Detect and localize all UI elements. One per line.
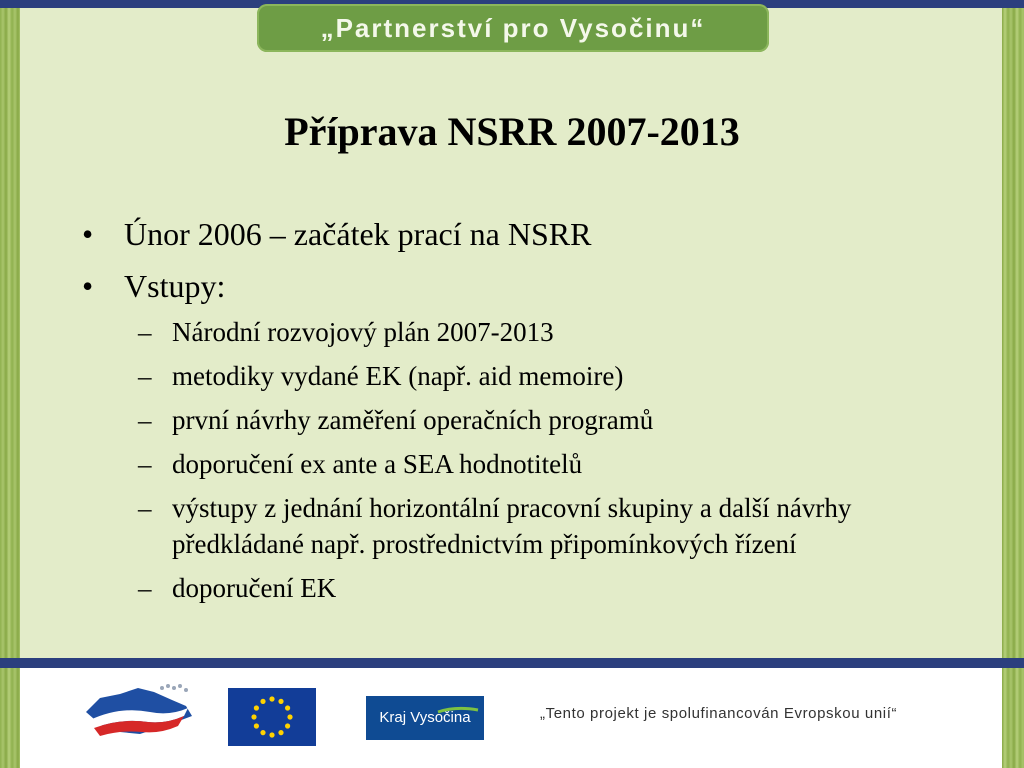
sub-bullet-text: Národní rozvojový plán 2007-2013 [172, 317, 554, 347]
slide-title: Příprava NSRR 2007-2013 [284, 109, 740, 154]
eu-flag [228, 688, 316, 746]
sub-bullet-item [82, 358, 962, 394]
bullet-item [82, 208, 962, 260]
sub-bullet-text: první návrhy zaměření operačních programů [172, 405, 654, 435]
sub-bullet-text: metodiky vydané EK (např. aid memoire) [172, 361, 624, 391]
sub-bullet-text: doporučení ex ante a SEA hodnotitelů [172, 449, 583, 479]
header-banner: „Partnerství pro Vysočinu“ [257, 4, 769, 52]
sub-bullet-text: doporučení EK [172, 573, 337, 603]
dash-mark: – [138, 493, 152, 523]
sub-bullet-text: výstupy z jednání horizontální pracovní skupiny a další návrhy předkládané např. prostřednictvím připomínkových řízení [172, 493, 852, 559]
sub-bullet-item [82, 446, 962, 482]
kraj-vysocina-logo [366, 696, 484, 740]
bullet-item [82, 260, 962, 312]
sub-bullet-item [82, 402, 962, 438]
footer-border [0, 658, 1024, 668]
bullet-text: Vstupy: [124, 268, 226, 304]
dash-mark: – [138, 449, 152, 479]
sub-bullet-list [82, 314, 962, 614]
czech-regions-logo [80, 682, 196, 742]
sub-bullet-item [82, 314, 962, 350]
kraj-vysocina-swoosh-icon [368, 706, 482, 730]
cofinance-statement: „Tento projekt je spolufinancován Evropskou unií“ [540, 705, 898, 722]
bullet-text: Únor 2006 – začátek prací na NSRR [124, 216, 592, 252]
dash-mark: – [138, 317, 152, 347]
bullet-mark: • [82, 268, 94, 304]
sub-bullet-item [82, 490, 962, 562]
dash-mark: – [138, 361, 152, 391]
kraj-vysocina-label: Kraj Vysočina [379, 709, 471, 726]
dash-mark: – [138, 573, 152, 603]
bullet-mark: • [82, 216, 94, 252]
sub-bullet-item [82, 570, 962, 606]
bullet-list [82, 208, 962, 312]
dash-mark: – [138, 405, 152, 435]
